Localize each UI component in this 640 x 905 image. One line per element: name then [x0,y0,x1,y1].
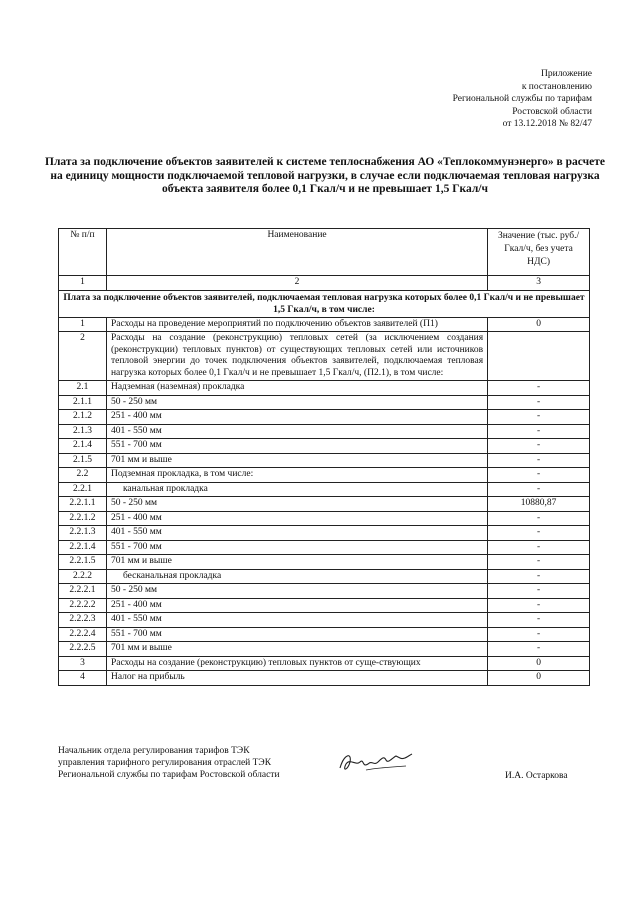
row-value: - [488,439,590,454]
section-title: Плата за подключение объектов заявителей, подключаемая тепловая нагрузка которых более 0,1 Гкал/ч и не превышает 1,5 Гкал/ч, в том числе: [59,290,590,317]
table-row [59,395,590,410]
row-value: 10880,87 [488,497,590,512]
row-value: - [488,381,590,396]
table-row [59,453,590,468]
row-value: - [488,569,590,584]
table-row [59,627,590,642]
row-value: - [488,526,590,541]
row-name: 251 - 400 мм [106,511,487,526]
row-number: 2 [59,332,107,381]
row-name: 50 - 250 мм [106,584,487,599]
appendix-line: Ростовской области [512,106,592,117]
appendix-line: Приложение [541,69,592,79]
table-row [59,332,590,381]
row-number: 2.2.2.4 [59,627,107,642]
row-value: - [488,613,590,628]
table-row [59,613,590,628]
row-value: - [488,482,590,497]
row-number: 2.2.1.3 [59,526,107,541]
row-value: 0 [488,656,590,671]
row-number: 2.1.4 [59,439,107,454]
row-name: Расходы на создание (реконструкцию) тепловых сетей (за исключением создания (реконструкции) тепловых пунктов) от существующих тепловых сетей или источников тепловой энергии до точек подключения объектов заявителей, подключаемая тепловая нагрузка которых более 0,1 Гкал/ч и не превышает 1,5 Гкал/ч, (П2.1), в том числе: [106,332,487,381]
table-row [59,381,590,396]
row-name: канальная прокладка [106,482,487,497]
row-number: 2.1 [59,381,107,396]
row-name: Расходы на проведение мероприятий по подключению объектов заявителей (П1) [106,317,487,332]
table-row [59,540,590,555]
tariff-table [58,228,590,686]
row-name: бесканальная прокладка [106,569,487,584]
position-line: Региональной службы по тарифам Ростовской области [58,770,280,780]
footer-position [58,745,280,781]
column-number: 3 [488,276,590,291]
row-name: 401 - 550 мм [106,613,487,628]
row-value: - [488,424,590,439]
table-row [59,555,590,570]
row-number: 2.2.1.5 [59,555,107,570]
row-value: - [488,453,590,468]
row-number: 2.1.3 [59,424,107,439]
document-title: Плата за подключение объектов заявителей к системе теплоснабжения АО «Теплокоммунэнерго» в расчете на единицу мощности подключаемой тепловой нагрузки, в случае если подключаемая тепловая нагрузка объекта заявителя более 0,1 Гкал/ч и не превышает 1,5 Гкал/ч [45,156,605,195]
table-row [59,468,590,483]
row-number: 2.2.1 [59,482,107,497]
row-number: 2.2.2.1 [59,584,107,599]
row-value: - [488,598,590,613]
row-number: 2.2.1.2 [59,511,107,526]
header-name: Наименование [106,229,487,276]
row-number: 2.2 [59,468,107,483]
table-row [59,642,590,657]
row-number: 2.1.1 [59,395,107,410]
row-value: - [488,584,590,599]
table-row [59,598,590,613]
row-name: Расходы на создание (реконструкцию) тепловых пунктов от суще-ствующих [106,656,487,671]
row-value: - [488,555,590,570]
header-value: Значение (тыс. руб./Гкал/ч, без учета НДС) [488,229,590,276]
row-name: 251 - 400 мм [106,598,487,613]
table-row [59,497,590,512]
table-row [59,569,590,584]
appendix-header [332,68,592,131]
row-number: 1 [59,317,107,332]
row-name: 251 - 400 мм [106,410,487,425]
position-line: Начальник отдела регулирования тарифов ТЭК [58,746,250,756]
row-name: 701 мм и выше [106,453,487,468]
row-name: 50 - 250 мм [106,497,487,512]
table-row [59,671,590,686]
row-name: 401 - 550 мм [106,526,487,541]
row-value: - [488,627,590,642]
row-name: Надземная (наземная) прокладка [106,381,487,396]
row-name: 701 мм и выше [106,642,487,657]
row-name: Налог на прибыль [106,671,487,686]
column-number-row [59,276,590,291]
row-value: - [488,642,590,657]
row-value: - [488,468,590,483]
table-header-row [59,229,590,276]
appendix-line: Региональной службы по тарифам [452,94,592,104]
column-number: 2 [106,276,487,291]
row-name: 401 - 550 мм [106,424,487,439]
row-name: 551 - 700 мм [106,540,487,555]
section-row [59,290,590,317]
row-value: 0 [488,671,590,686]
table-row [59,410,590,425]
row-name: 50 - 250 мм [106,395,487,410]
row-value: 0 [488,317,590,332]
row-number: 4 [59,671,107,686]
row-name: 701 мм и выше [106,555,487,570]
table-row [59,482,590,497]
row-number: 2.2.1.1 [59,497,107,512]
row-number: 2.2.1.4 [59,540,107,555]
row-name: 551 - 700 мм [106,627,487,642]
row-number: 2.2.2.3 [59,613,107,628]
row-value: - [488,540,590,555]
row-name: 551 - 700 мм [106,439,487,454]
table-row [59,424,590,439]
signer-name: И.А. Остаркова [505,771,568,781]
row-value [488,332,590,381]
row-number: 2.1.5 [59,453,107,468]
table-row [59,584,590,599]
row-name: Подземная прокладка, в том числе: [106,468,487,483]
table-row [59,317,590,332]
table-row [59,526,590,541]
column-number: 1 [59,276,107,291]
table-row [59,656,590,671]
row-number: 2.2.2.5 [59,642,107,657]
table-row [59,511,590,526]
appendix-line: от 13.12.2018 № 82/47 [502,119,592,129]
row-value: - [488,410,590,425]
row-value: - [488,511,590,526]
row-number: 2.1.2 [59,410,107,425]
header-num: № п/п [59,229,107,276]
position-line: управления тарифного регулирования отраслей ТЭК [58,758,272,768]
appendix-line: к постановлению [521,81,592,92]
signature-image [336,748,416,776]
row-number: 3 [59,656,107,671]
table-row [59,439,590,454]
row-number: 2.2.2.2 [59,598,107,613]
row-value: - [488,395,590,410]
row-number: 2.2.2 [59,569,107,584]
